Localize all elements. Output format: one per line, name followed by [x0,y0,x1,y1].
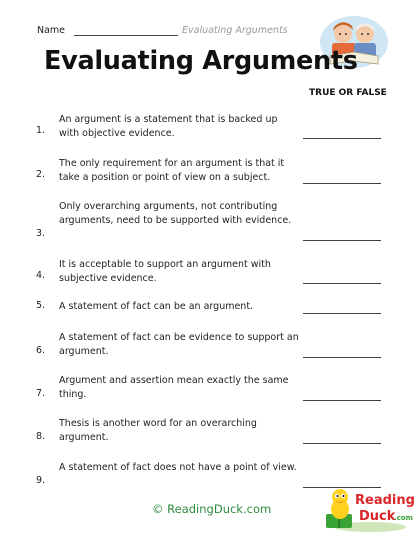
question-number: 1. [36,125,46,136]
question-number: 9. [36,475,46,486]
logo-text-suffix: .com [394,514,413,522]
question-text: A statement of fact does not have a point of view. [59,462,297,473]
answer-line[interactable] [303,240,381,241]
logo-text-duck: Duck [359,509,396,524]
answer-line[interactable] [303,443,381,444]
name-label: Name [37,25,66,36]
answer-line[interactable] [303,313,381,314]
copyright-footer: © ReadingDuck.com [152,502,272,516]
question-number: 5. [36,300,46,311]
name-input-line[interactable] [74,35,178,36]
question-number: 6. [36,345,46,356]
question-number: 7. [36,388,46,399]
answer-line[interactable] [303,138,381,139]
question-text: Argument and assertion mean exactly the same thing. [59,375,289,400]
question-text: A statement of fact can be evidence to support an argument. [59,332,299,357]
answer-line[interactable] [303,400,381,401]
worksheet-subject: Evaluating Arguments [182,25,288,36]
true-false-column-header: TRUE OR FALSE [309,88,387,98]
question-text: A statement of fact can be an argument. [59,301,254,312]
question-number: 2. [36,169,46,180]
question-number: 3. [36,228,46,239]
answer-line[interactable] [303,283,381,284]
reading-duck-logo [324,487,414,533]
question-number: 4. [36,270,46,281]
question-number: 8. [36,431,46,442]
question-text: Only overarching arguments, not contributing arguments, need to be supported with evidence. [59,201,292,226]
question-text: An argument is a statement that is backed up with objective evidence. [59,114,278,139]
page-title: Evaluating Arguments [44,46,358,76]
question-text: Thesis is another word for an overarching argument. [59,418,257,443]
logo-text-reading: Reading [355,493,414,508]
answer-line[interactable] [303,183,381,184]
answer-line[interactable] [303,357,381,358]
question-text: It is acceptable to support an argument with subjective evidence. [59,259,271,284]
question-text: The only requirement for an argument is that it take a position or point of view on a subject. [59,158,285,183]
